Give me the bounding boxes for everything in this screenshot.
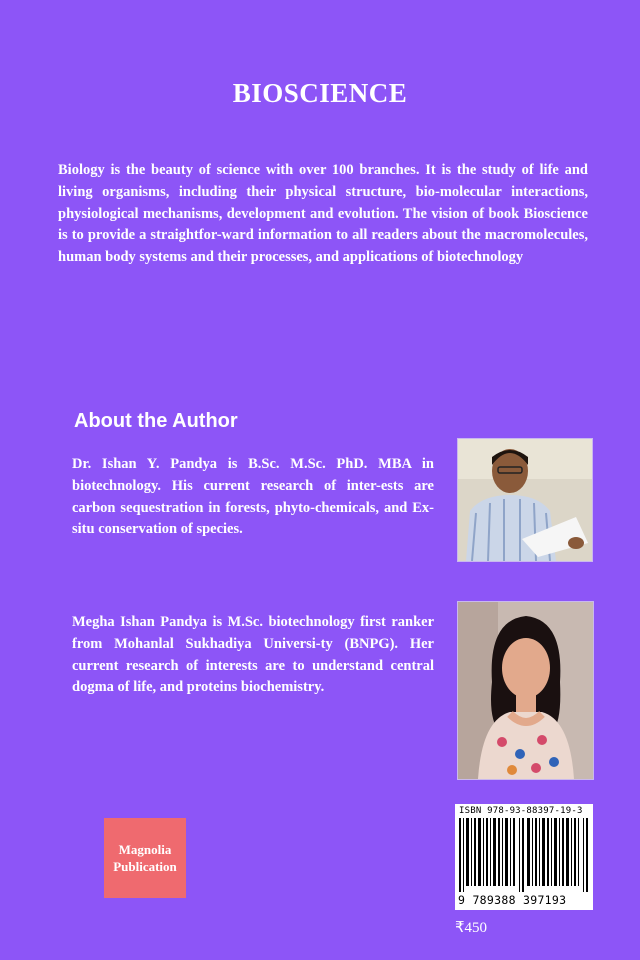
barcode-bars bbox=[459, 818, 589, 892]
isbn-barcode bbox=[455, 804, 593, 910]
price-label: ₹450 bbox=[455, 920, 488, 936]
about-author-heading: About the Author bbox=[74, 410, 238, 432]
publisher-name-line2: Publication bbox=[113, 859, 177, 874]
book-description: Biology is the beauty of science with over 100 branches. It is the study of life and living organisms, including their physical structure, bio-molecular interactions, physiological mechanisms, development and evolution. The vision of book Bioscience is to provide a straightfor-ward information to all readers about the macromolecules, human body systems and their processes, and applications of biotechnology bbox=[58, 162, 588, 266]
publisher-name-line1: Magnolia bbox=[118, 842, 172, 857]
author1-bio: Dr. Ishan Y. Pandya is B.Sc. M.Sc. PhD. MBA in biotechnology. His current research of inter-ests are carbon sequestration in forests, phyto-chemicals, and Ex-situ conservation of species. bbox=[72, 456, 434, 538]
author2-bio: Megha Ishan Pandya is M.Sc. biotechnology first ranker from Mohanlal Sukhadiya Universi-ty (BNPG). Her current research of interests are to understand central dogma of life, and proteins biochemistry. bbox=[72, 614, 434, 696]
isbn-number: 9 789388 397193 bbox=[458, 893, 567, 907]
author1-photo bbox=[457, 438, 593, 562]
publisher-logo bbox=[104, 818, 186, 898]
author2-photo bbox=[457, 601, 594, 780]
book-title: BIOSCIENCE bbox=[232, 78, 408, 108]
isbn-label: ISBN 978-93-88397-19-3 bbox=[459, 806, 583, 816]
